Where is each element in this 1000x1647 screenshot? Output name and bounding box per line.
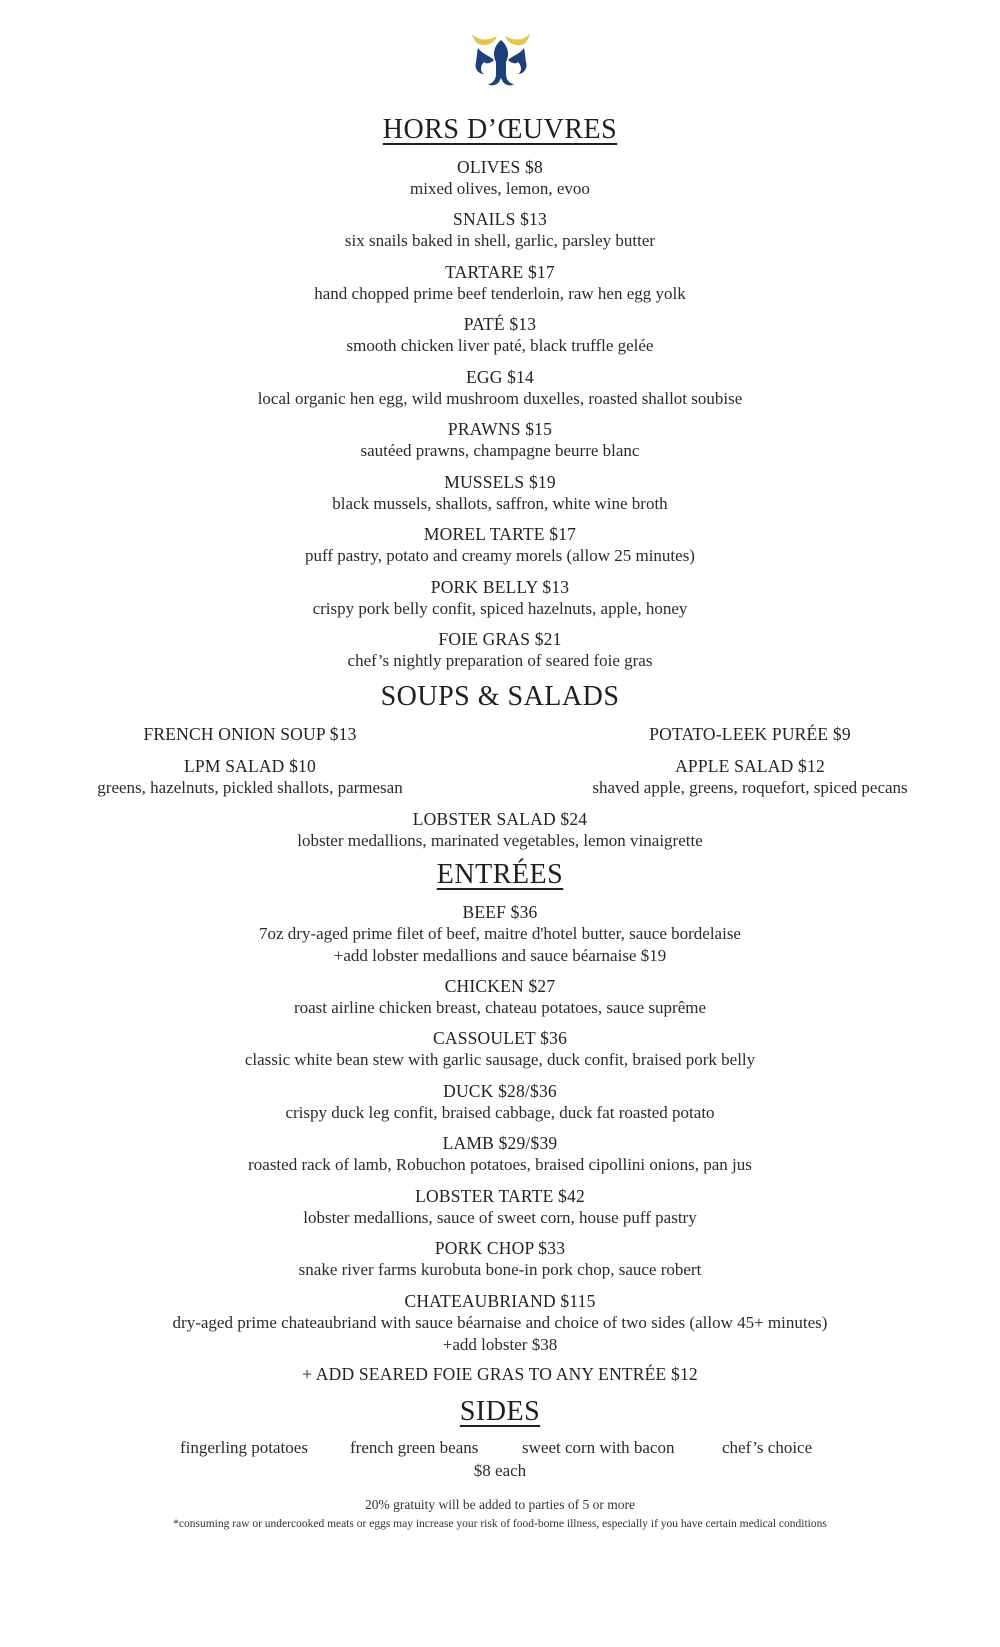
menu-item-prawns — [0, 418, 1000, 462]
item-price: $8 each — [473, 1461, 527, 1480]
menu-item-pate — [0, 313, 1000, 357]
item-name: LOBSTER TARTE $42 — [415, 1186, 585, 1206]
item-description: six snails baked in shell, garlic, parsley butter — [344, 231, 656, 250]
item-name: PRAWNS $15 — [447, 419, 553, 439]
section-title-hors-doeuvres: HORS D’ŒUVRES — [382, 114, 618, 145]
item-name: FOIE GRAS $21 — [438, 629, 562, 649]
item-name: MUSSELS $19 — [444, 472, 556, 492]
item-addon: +add lobster medallions and sauce béarnaise $19 — [333, 946, 667, 965]
item-description: shaved apple, greens, roquefort, spiced pecans — [592, 778, 908, 797]
menu-item-snails — [0, 208, 1000, 252]
sides-price — [0, 1460, 1000, 1482]
side-item: sweet corn with bacon — [522, 1438, 675, 1457]
item-description: puff pastry, potato and creamy morels (allow 25 minutes) — [305, 546, 695, 565]
item-name: SNAILS $13 — [453, 209, 547, 229]
menu-item-lamb — [0, 1132, 1000, 1176]
item-name: APPLE SALAD $12 — [675, 756, 825, 776]
menu-item-lpm-salad — [0, 755, 500, 799]
menu-item-cassoulet — [0, 1027, 1000, 1071]
menu-item-pork-chop — [0, 1237, 1000, 1281]
menu-item-chicken — [0, 975, 1000, 1019]
menu-item-lobster-salad — [0, 808, 1000, 852]
item-description: roast airline chicken breast, chateau potatoes, sauce suprême — [293, 998, 707, 1017]
item-description: crispy pork belly confit, spiced hazelnuts, apple, honey — [312, 599, 688, 618]
item-name: LOBSTER SALAD $24 — [412, 809, 588, 829]
side-item: french green beans — [350, 1438, 479, 1457]
item-description: crispy duck leg confit, braised cabbage, duck fat roasted potato — [285, 1103, 715, 1122]
section-title-sides: SIDES — [459, 1396, 541, 1427]
item-name: PORK CHOP $33 — [434, 1238, 566, 1258]
item-description: chef’s nightly preparation of seared foie gras — [347, 651, 653, 670]
menu-item-french-onion-soup — [0, 723, 500, 745]
menu-item-potato-leek-puree — [500, 723, 1000, 745]
menu-item-tartare — [0, 261, 1000, 305]
menu-item-duck — [0, 1080, 1000, 1124]
item-name: CHATEAUBRIAND $115 — [404, 1291, 596, 1311]
item-description: roasted rack of lamb, Robuchon potatoes, braised cipollini onions, pan jus — [248, 1155, 752, 1174]
menu-item-apple-salad — [500, 755, 1000, 799]
menu-item-chateaubriand — [0, 1290, 1000, 1356]
item-name: CHICKEN $27 — [444, 976, 556, 996]
item-description: hand chopped prime beef tenderloin, raw hen egg yolk — [314, 284, 686, 303]
menu-item-olives — [0, 156, 1000, 200]
item-addon: +add lobster $38 — [442, 1335, 558, 1354]
item-description: mixed olives, lemon, evoo — [410, 179, 590, 198]
item-description: lobster medallions, sauce of sweet corn, house puff pastry — [303, 1208, 697, 1227]
entree-addon-foie-gras — [0, 1363, 1000, 1385]
item-description: dry-aged prime chateaubriand with sauce béarnaise and choice of two sides (allow 45+ minutes) — [172, 1313, 828, 1332]
section-title-soups-salads: SOUPS & SALADS — [380, 681, 620, 712]
fleur-de-lis-icon — [470, 30, 532, 88]
item-name: DUCK $28/$36 — [443, 1081, 557, 1101]
menu-item-foie-gras — [0, 628, 1000, 672]
item-description: lobster medallions, marinated vegetables, lemon vinaigrette — [297, 831, 703, 850]
item-name: TARTARE $17 — [445, 262, 555, 282]
sides-list — [0, 1437, 1000, 1461]
side-item: fingerling potatoes — [180, 1438, 308, 1457]
item-name: PATÉ $13 — [463, 314, 537, 334]
menu-item-beef — [0, 901, 1000, 967]
item-name: BEEF $36 — [462, 902, 538, 922]
item-name: POTATO-LEEK PURÉE $9 — [649, 724, 851, 744]
item-name: CASSOULET $36 — [432, 1028, 568, 1048]
item-name: + ADD SEARED FOIE GRAS TO ANY ENTRÉE $12 — [302, 1364, 698, 1384]
item-name: LAMB $29/$39 — [442, 1133, 558, 1153]
gratuity-note: 20% gratuity will be added to parties of 5 or more — [365, 1497, 635, 1512]
menu-item-lobster-tarte — [0, 1185, 1000, 1229]
menu-item-mussels — [0, 471, 1000, 515]
item-name: OLIVES $8 — [457, 157, 543, 177]
item-description: snake river farms kurobuta bone-in pork chop, sauce robert — [298, 1260, 702, 1279]
item-description: black mussels, shallots, saffron, white wine broth — [332, 494, 668, 513]
item-description: local organic hen egg, wild mushroom duxelles, roasted shallot soubise — [257, 389, 743, 408]
menu-item-egg — [0, 366, 1000, 410]
health-warning: *consuming raw or undercooked meats or eggs may increase your risk of food-borne illness, especially if you have certain medical conditions — [173, 1518, 827, 1530]
item-description: greens, hazelnuts, pickled shallots, parmesan — [97, 778, 403, 797]
item-description: sautéed prawns, champagne beurre blanc — [360, 441, 640, 460]
item-name: MOREL TARTE $17 — [423, 524, 577, 544]
section-title-entrees: ENTRÉES — [436, 859, 564, 890]
item-name: PORK BELLY $13 — [430, 577, 570, 597]
item-description: smooth chicken liver paté, black truffle gelée — [346, 336, 654, 355]
menu-item-pork-belly — [0, 576, 1000, 620]
item-name: FRENCH ONION SOUP $13 — [143, 724, 357, 744]
item-description: classic white bean stew with garlic sausage, duck confit, braised pork belly — [244, 1050, 756, 1069]
item-name: LPM SALAD $10 — [184, 756, 316, 776]
item-description: 7oz dry-aged prime filet of beef, maitre d'hotel butter, sauce bordelaise — [259, 924, 741, 943]
side-item: chef’s choice — [722, 1438, 813, 1457]
item-name: EGG $14 — [466, 367, 534, 387]
menu-item-morel-tarte — [0, 523, 1000, 567]
